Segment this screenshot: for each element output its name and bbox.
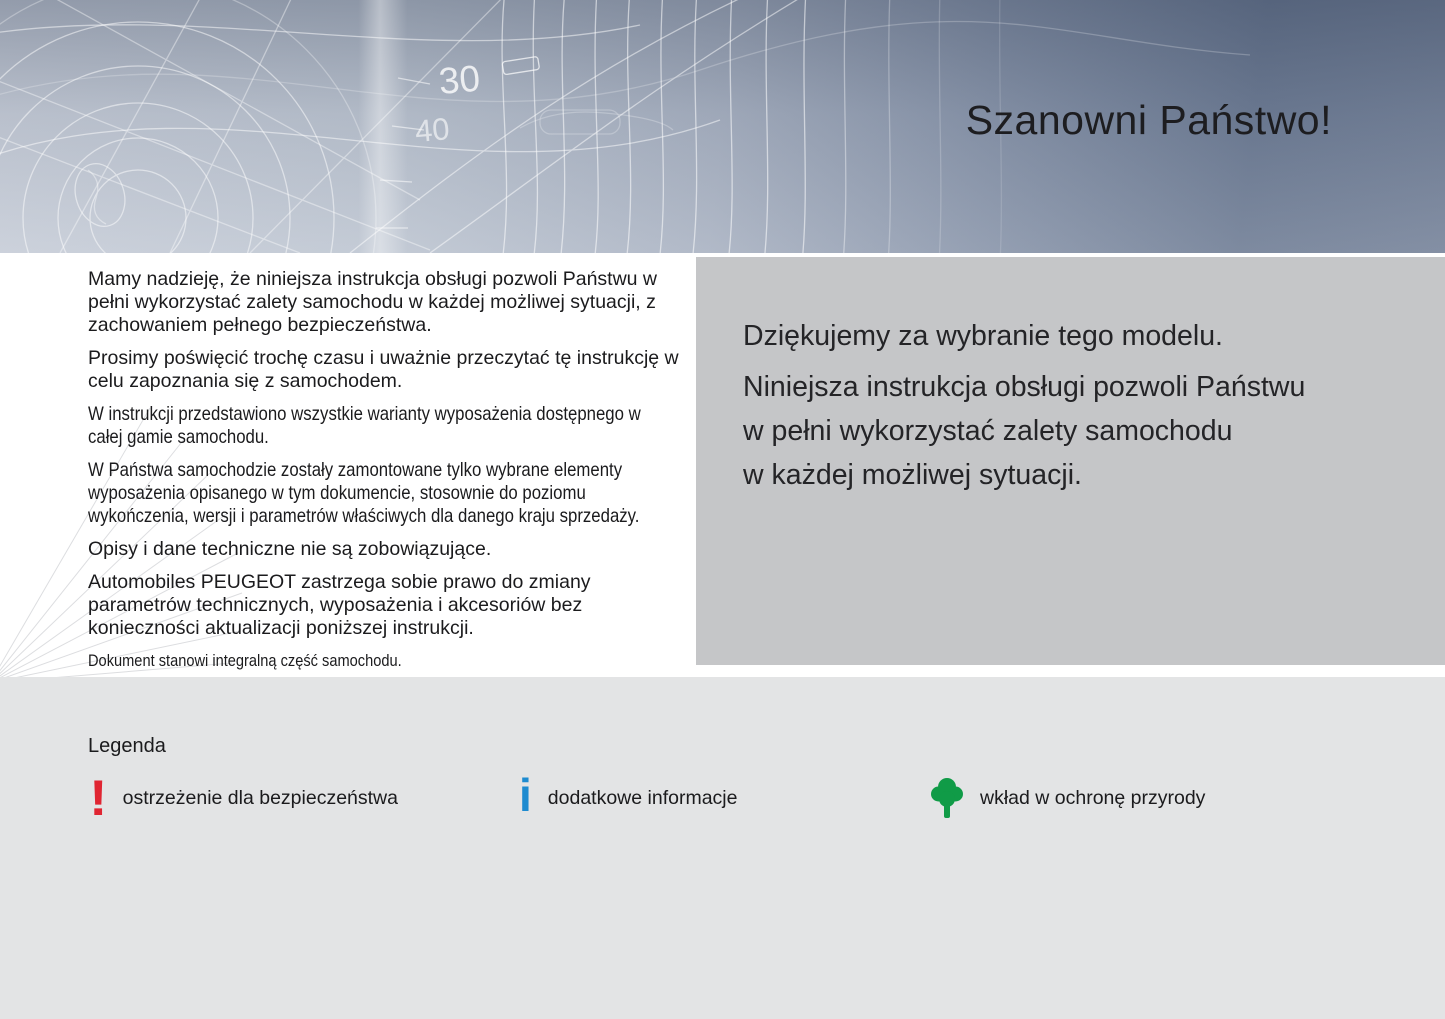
- sketch-number-30: 30: [437, 57, 482, 102]
- welcome-box: [696, 257, 1445, 665]
- sketch-number-40: 40: [413, 111, 451, 149]
- intro-paragraph: W instrukcji przedstawiono wszystkie warianty wyposażenia dostępnego w całej gamie samochodu.: [88, 403, 641, 448]
- legend-item-safety: [89, 770, 398, 826]
- intro-text-column: [88, 268, 680, 729]
- intro-paragraph: Automobiles PEUGEOT zastrzega sobie prawo do zmiany parametrów technicznych, wyposażenia i akcesoriów bez konieczności aktualizacji poniższej instrukcji.: [88, 571, 591, 639]
- intro-paragraph: Mamy nadzieję, że niniejsza instrukcja obsługi pozwoli Państwu w pełni wykorzystać zalety samochodu w każdej możliwej sytuacji, z zachowaniem pełnego bezpieczeństwa.: [88, 268, 658, 336]
- page-title: Szanowni Państwo!: [965, 97, 1332, 143]
- welcome-line: Dziękujemy za wybranie tego modelu.: [743, 320, 1223, 352]
- hero-banner: [0, 0, 1445, 253]
- safety-warning-icon: !: [89, 770, 108, 826]
- welcome-box-text: [743, 314, 1445, 497]
- tree-icon: [930, 776, 964, 825]
- legend-section: [0, 677, 1445, 1019]
- welcome-line: w pełni wykorzystać zalety samochodu: [743, 415, 1233, 447]
- intro-paragraph: Dokument stanowi integralną część samochodu.: [88, 651, 402, 670]
- intro-paragraph: Prosimy poświęcić trochę czasu i uważnie przeczytać tę instrukcję w celu zapoznania się z samochodem.: [88, 347, 679, 392]
- body-section: [0, 253, 1445, 677]
- legend-item-label: dodatkowe informacje: [547, 786, 738, 809]
- legend-item-label: wkład w ochronę przyrody: [980, 786, 1206, 809]
- intro-paragraph: Opisy i dane techniczne nie są zobowiązujące.: [88, 538, 492, 560]
- intro-paragraph: W Państwa samochodzie zostały zamontowane tylko wybrane elementy wyposażenia opisanego w tym dokumencie, stosownie do poziomu wykończenia, wersji i parametrów właściwych dla danego kraju sprzedaży.: [88, 459, 640, 527]
- legend-item-label: ostrzeżenie dla bezpieczeństwa: [122, 786, 398, 809]
- info-icon: i: [519, 769, 532, 821]
- legend-title: Legenda: [88, 735, 166, 757]
- welcome-line: w każdej możliwej sytuacji.: [743, 459, 1082, 491]
- legend-item-info: [519, 769, 738, 823]
- welcome-line: Niniejsza instrukcja obsługi pozwoli Państwu: [743, 371, 1306, 403]
- legend-item-eco: [930, 773, 1205, 823]
